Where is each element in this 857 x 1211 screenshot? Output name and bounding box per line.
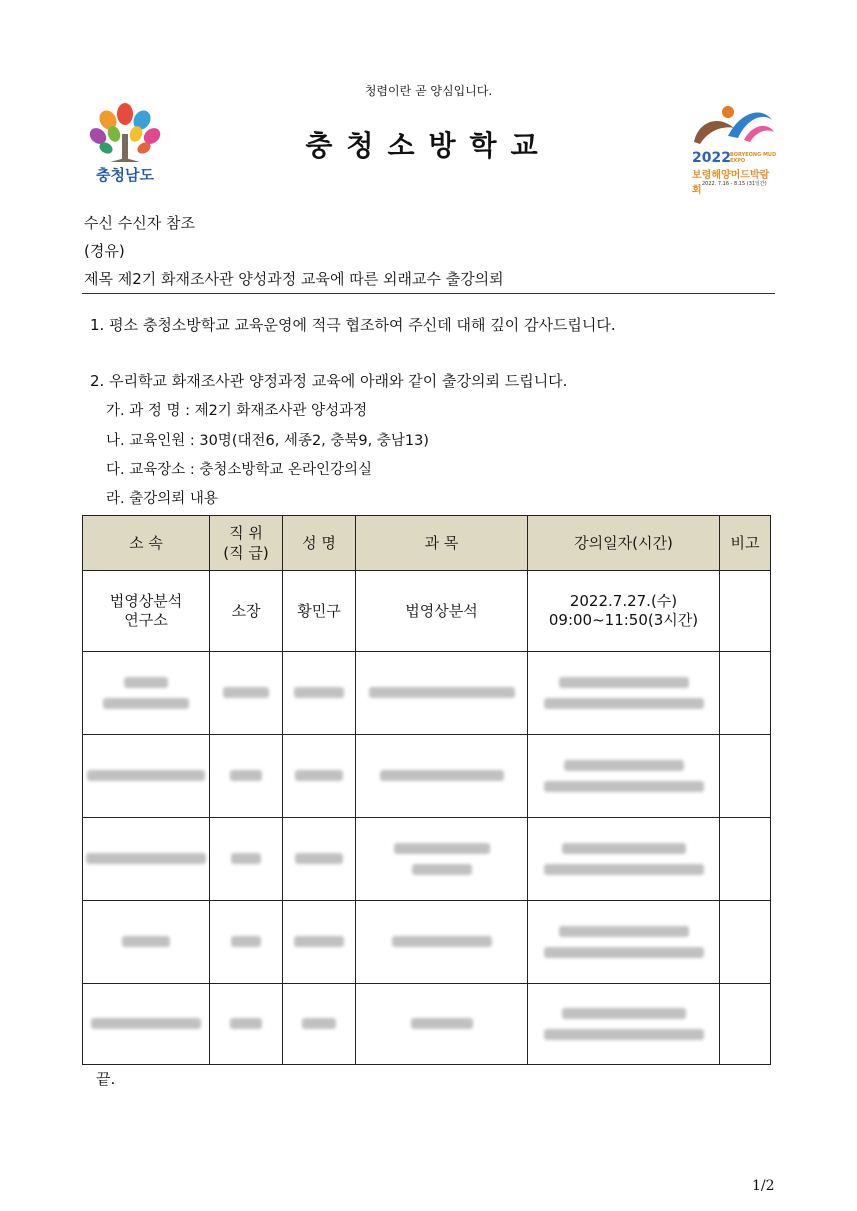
header-date: 강의일자(시간) <box>528 516 720 571</box>
redacted-cell <box>720 984 771 1065</box>
cell-org <box>83 571 210 652</box>
redacted-cell <box>83 901 210 984</box>
item-trainees: 나. 교육인원 : 30명(대전6, 세종2, 충북9, 충남13) <box>106 433 429 449</box>
end-mark: 끝. <box>96 1070 116 1088</box>
redacted-row <box>83 818 771 901</box>
redacted-cell <box>210 984 283 1065</box>
header-note: 비고 <box>720 516 771 571</box>
redacted-cell <box>83 735 210 818</box>
expo-dates: 2022. 7.16 - 8.15 (31일간) <box>702 181 767 187</box>
redacted-cell <box>356 735 528 818</box>
header-position <box>210 516 283 571</box>
redacted-cell <box>83 652 210 735</box>
via-line: (경유) <box>84 242 125 260</box>
redacted-row <box>83 901 771 984</box>
redacted-cell <box>210 652 283 735</box>
redacted-cell <box>210 901 283 984</box>
item-place: 다. 교육장소 : 충청소방학교 온라인강의실 <box>106 462 373 478</box>
paragraph-2: 2. 우리학교 화재조사관 양정과정 교육에 아래와 같이 출강의뢰 드립니다. <box>90 372 568 390</box>
header-rule <box>82 293 775 294</box>
motto: 청렴이란 곧 양심입니다. <box>364 84 493 98</box>
lecture-request-table <box>82 515 771 1065</box>
redacted-cell <box>528 735 720 818</box>
redacted-cell <box>83 818 210 901</box>
redacted-cell <box>528 901 720 984</box>
subject-line: 제목 제2기 화재조사관 양성과정 교육에 따른 외래교수 출강의뢰 <box>84 270 504 288</box>
redacted-cell <box>720 652 771 735</box>
expo-english: BORYEONG MUD EXPO <box>730 152 777 164</box>
redacted-cell <box>356 901 528 984</box>
redacted-cell <box>283 818 356 901</box>
redacted-cell <box>528 818 720 901</box>
table-row <box>83 571 771 652</box>
redacted-row <box>83 652 771 735</box>
redacted-row <box>83 735 771 818</box>
table-header-row <box>83 516 771 571</box>
expo-year: 2022 <box>692 150 731 166</box>
recipient-line: 수신 수신자 참조 <box>84 214 195 232</box>
redacted-cell <box>83 984 210 1065</box>
redacted-cell <box>720 735 771 818</box>
cell-date <box>528 571 720 652</box>
cell-name: 황민구 <box>283 571 356 652</box>
item-course: 가. 과 정 명 : 제2기 화재조사관 양성과정 <box>106 403 368 419</box>
redacted-cell <box>356 652 528 735</box>
redacted-cell <box>356 984 528 1065</box>
redacted-cell <box>283 901 356 984</box>
org-line2: 연구소 <box>124 611 168 629</box>
header-org: 소 속 <box>83 516 210 571</box>
redacted-cell <box>720 818 771 901</box>
redacted-cell <box>283 735 356 818</box>
cell-subject: 법영상분석 <box>356 571 528 652</box>
date-line1: 2022.7.27.(수) <box>569 592 678 610</box>
paragraph-1: 1. 평소 충청소방학교 교육운영에 적극 협조하여 주신데 대해 깊이 감사드립니다. <box>90 316 616 334</box>
redacted-cell <box>210 735 283 818</box>
header-subject: 과 목 <box>356 516 528 571</box>
org-line1: 법영상분석 <box>109 592 183 610</box>
redacted-cell <box>283 652 356 735</box>
chungnam-logo-text: 충청남도 <box>96 166 154 184</box>
redacted-cell <box>356 818 528 901</box>
header-position-line1: 직 위 <box>229 524 263 542</box>
cell-position: 소장 <box>210 571 283 652</box>
expo-swirl-icon <box>688 102 778 152</box>
page-number: 1/2 <box>752 1178 775 1194</box>
expo-korean: 보령해양머드박람회 <box>692 170 770 196</box>
mud-expo-logo <box>688 102 778 196</box>
redacted-cell <box>528 984 720 1065</box>
header-position-line2: (직 급) <box>223 544 269 562</box>
cell-note <box>720 571 771 652</box>
redacted-cell <box>720 901 771 984</box>
redacted-cell <box>528 652 720 735</box>
redacted-row <box>83 984 771 1065</box>
item-lecture-request: 라. 출강의뢰 내용 <box>106 491 218 507</box>
org-title: 충청소방학교 <box>305 129 552 162</box>
date-line2: 09:00~11:50(3시간) <box>548 611 699 629</box>
header-name: 성 명 <box>283 516 356 571</box>
redacted-cell <box>210 818 283 901</box>
redacted-cell <box>283 984 356 1065</box>
